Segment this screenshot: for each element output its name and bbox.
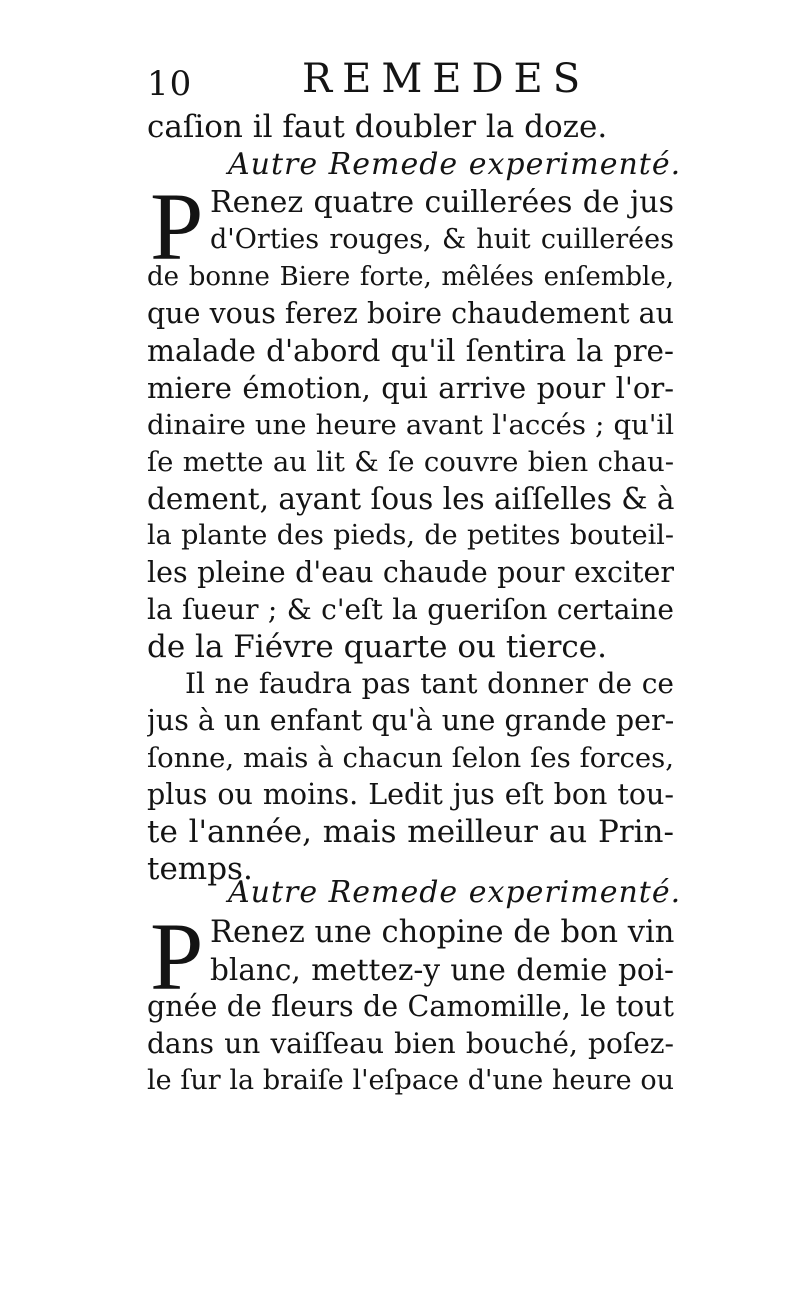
text-line: malade d'abord qu'il ſentira la pre-: [147, 334, 674, 368]
text-line: que vous ferez boire chaudement au: [147, 297, 674, 330]
text-line: ſonne, mais à chacun ſelon ſes forces,: [147, 742, 674, 774]
section-rubric: Autre Remede experimenté.: [228, 147, 682, 182]
text-line: dans un vaiſſeau bien bouché, poſez-: [147, 1027, 674, 1060]
text-line: temps.: [147, 851, 253, 887]
text-line: miere émotion, qui arrive pour l'or-: [147, 371, 674, 405]
section-rubric: Autre Remede experimenté.: [228, 875, 682, 910]
text-line: ſe mette au lit & ſe couvre bien chau-: [147, 446, 674, 478]
drop-cap: P: [150, 173, 204, 280]
running-title: REMEDES: [302, 56, 591, 102]
text-line: d'Orties rouges, & huit cuillerées: [210, 224, 674, 255]
text-line: dement, ayant ſous les aiſſelles & à: [147, 482, 674, 516]
drop-cap: P: [150, 903, 204, 1010]
text-line: te l'année, mais meilleur au Prin-: [147, 814, 674, 850]
text-line: gnée de fleurs de Camomille, le tout: [147, 990, 674, 1023]
text-line: de bonne Biere forte, mêlées enſemble,: [147, 262, 674, 292]
text-line: le ſur la braiſe l'eſpace d'une heure ou: [147, 1065, 674, 1096]
text-line: blanc, mettez-y une demie poi-: [210, 953, 674, 987]
text-line: Il ne faudra pas tant donner de ce: [185, 667, 674, 700]
text-line: jus à un enfant qu'à une grande per-: [147, 704, 674, 737]
text-line: Renez une chopine de bon vin: [210, 915, 674, 950]
page-number: 10: [147, 64, 193, 104]
continuation-line: caſion il faut doubler la doze.: [147, 109, 608, 145]
text-line: la ſueur ; & c'eſt la gueriſon certaine: [147, 593, 674, 626]
text-line: Renez quatre cuillerées de jus: [210, 185, 674, 220]
text-line: les pleine d'eau chaude pour exciter: [147, 556, 674, 589]
text-line: dinaire une heure avant l'accés ; qu'il: [147, 409, 674, 441]
text-line: la plante des pieds, de petites bouteil-: [147, 520, 674, 551]
text-line: de la Fiévre quarte ou tierce.: [147, 629, 607, 665]
text-line: plus ou moins. Ledit jus eſt bon tou-: [147, 778, 674, 811]
